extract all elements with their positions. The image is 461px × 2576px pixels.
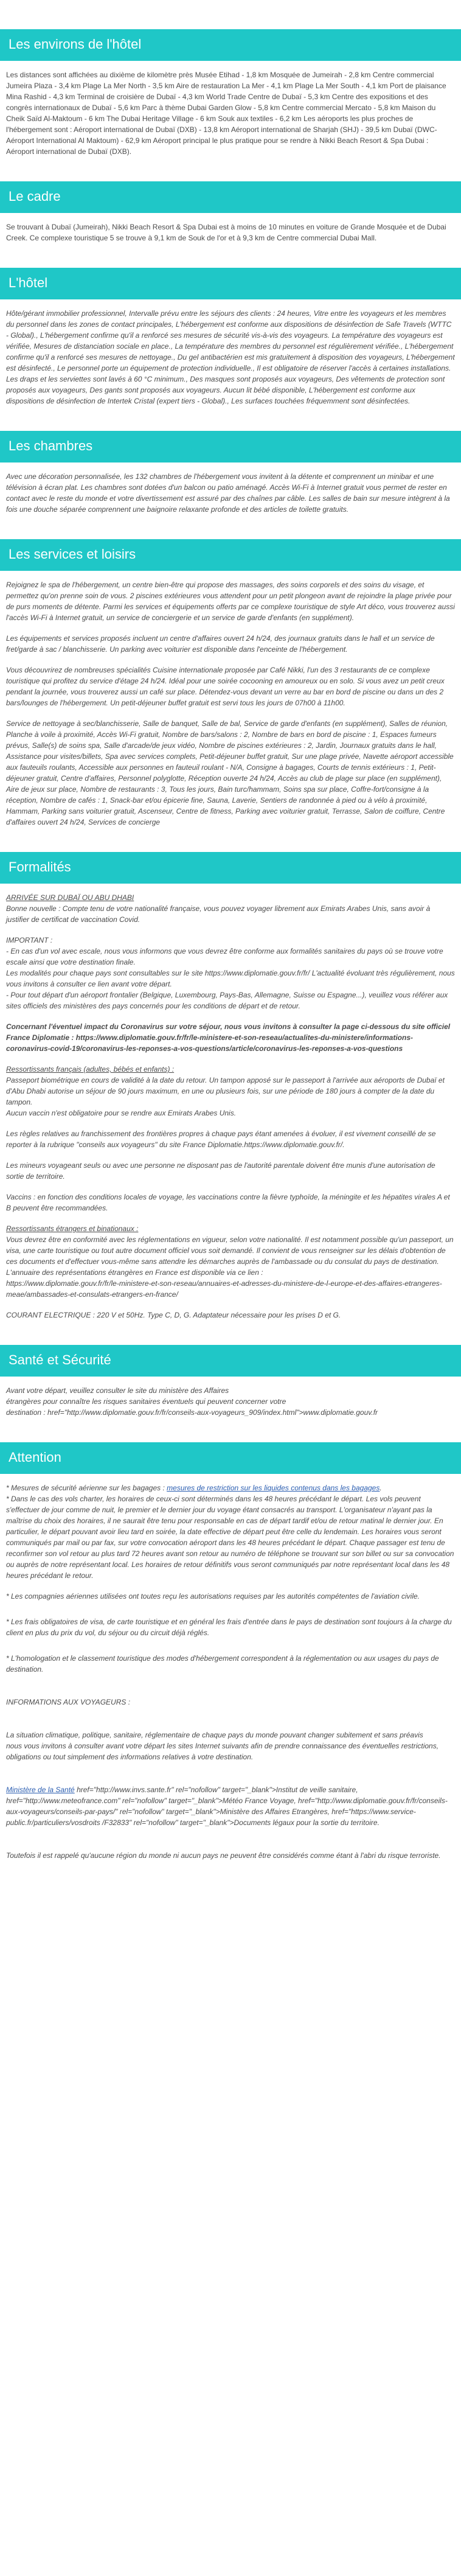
section-environs (0, 29, 461, 157)
health-ministry-link[interactable]: Ministère de la Santé (6, 1785, 75, 1794)
paragraph: Vous devrez être en conformité avec les réglementations en vigueur, selon votre nationalité. Il est notamment possible qu'un passeport, un visa, une carte touristique ou tout autre document officiel vous soit demandé. Il convient de vous renseigner sur les délais d'obtention de ces documents et d'effectuer vous-même sans attendre les démarches auprès de l'ambassade ou du consulat du pays de destination. (6, 1235, 454, 1266)
paragraph: Les distances sont affichées au dixième de kilomètre près Musée Etihad - 1,8 km Mosquée de Jumeirah - 2,8 km Centre commercial Jumeira Plaza - 3,4 km Plage La Mer North - 3,5 km Aire de restauration La Mer - 4,1 km Plage La Mer South - 4,1 km Port de plaisance Mina Rashid - 4,3 km Terminal de croisière de Dubaï - 4,3 km World Trade Centre de Dubaï - 5,3 km Centre des expositions et des congrès internationaux de Dubaï - 5,6 km Parc à thème Dubai Garden Glow - 5,8 km Centre commercial Mercato - 5,8 km Maison du Cheik Saïd Al-Maktoum - 6 km The Dubai Heritage Village - 6 km Souk aux textiles - 6,2 km Les aéroports les plus proches de l'hébergement sont : Aéroport international de Dubaï (DXB) - 13,8 km Aéroport international de Sharjah (SHJ) - 39,5 km Dubaï (DWC-Aéroport International Al Maktoum) - 62,9 km Aéroport principal le plus pratique pour se rendre à Nikki Beach Resort & Spa Dubai : Aéroport international de Dubaï (DXB). (6, 71, 446, 156)
paragraph: COURANT ELECTRIQUE : 220 V et 50Hz. Type C, D, G. Adaptateur nécessaire pour les prises D et G. (6, 1311, 341, 1319)
section-sante (0, 1345, 461, 1418)
paragraph-text: * Mesures de sécurité aérienne sur les bagages : (6, 1484, 167, 1492)
paragraph: - En cas d'un vol avec escale, nous vous informons que vous devrez être conforme aux formalités sanitaires du pays où se trouve votre escale ainsi que votre destination finale. (6, 947, 443, 966)
section-cadre (0, 181, 461, 243)
paragraph: * Dans le cas des vols charter, les horaires de ceux-ci sont déterminés dans les 48 heures précédant le départ. Les vols peuvent s'effectuer de jour comme de nuit, le premier et le dernier jour du voyage étant consacrés au transport. L'organisateur n'ayant pas la maîtrise du choix des horaires, il ne saurait être tenu pour responsable en cas de départ tardif et/ou de retour matinal le dernier jour. En particulier, le départ pouvant avoir lieu tard en soirée, la date effective de départ peut être celle du lendemain. Les horaires vous seront communiqués par mail ou par fax, sur votre convocation aéroport dans les 48 heures précédant le départ. Chaque passager est tenu de reconfirmer son vol retour au plus tard 72 heures avant son retour au numéro de téléphone se trouvant sur son billet ou sur sa convocation ou auprès de notre représentant local. Les horaires de retour définitifs vous seront communiqués par notre représentant local dans les 48 heures précédant le retour. (6, 1495, 454, 1580)
paragraph: Rejoignez le spa de l'hébergement, un centre bien-être qui propose des massages, des soins corporels et des soins du visage, et permettez qu'on prenne soin de vous. 2 piscines extérieures vous attendent pour un petit plongeon avant de rejoindre la plage privée pour de purs moments de détente. Parmi les services et équipements offerts par ce complexe touristique de style Art déco, vous trouverez aussi l'accès Wi-Fi à Internet gratuit, un service de conciergerie et un service de garde d'enfants (en supplément). (6, 581, 455, 622)
paragraph: Service de nettoyage à sec/blanchisserie, Salle de banquet, Salle de bal, Service de garde d'enfants (en supplément), Salles de réunion, Planche à voile à proximité, Accès Wi-Fi gratuit, Nombre de bars/salons : 2, Nombre de bars en bord de piscine : 1, Espaces fumeurs prévus, Salle(s) de soins spa, Salle d'arcade/de jeux vidéo, Nombre de piscines extérieures : 2, Jardin, Journaux gratuits dans le hall, Assistance pour visites/billets, Spa avec services complets, Petit-déjeuner buffet gratuit, Sur une plage privée, Navette aéroport accessible aux fauteuils roulants, Accessible aux personnes en fauteuil roulant - N/A, Consigne à bagages, Courts de tennis extérieurs : 1, Petit-déjeuner gratuit, Centre d'affaires, Personnel polyglotte, Réception ouverte 24 h/24, Accès au club de plage sur place (en supplément), Aire de jeux sur place, Nombre de restaurants : 3, Tous les jours, Bain turc/hammam, Soins spa sur place, Coffre-fort/consigne à la réception, Nombre de cafés : 1, Snack-bar et/ou épicerie fine, Sauna, Laverie, Sentiers de randonnée à pied ou à vélo à proximité, Hammam, Parking sans voiturier gratuit, Ascenseur, Centre de fitness, Parking avec voiturier gratuit, Terrasse, Salon de coiffure, Centre d'affaires ouvert 24 h/24, Services de concierge (6, 719, 454, 826)
paragraph: Aucun vaccin n'est obligatoire pour se rendre aux Emirats Arabes Unis. (6, 1109, 237, 1117)
paragraph: Bonne nouvelle : Compte tenu de votre nationalité française, vous pouvez voyager librement aux Emirats Arabes Unis, sans avoir à justifier de certificat de vaccination Covid. (6, 904, 431, 924)
section-title: Les chambres (0, 431, 461, 462)
paragraph: nous vous invitons à consulter avant votre départ les sites Internet suivants afin de prendre connaissance des éventuelles restrictions, obligations ou tout simplement des informations relatives à votre destination. (6, 1742, 439, 1761)
section-hotel (0, 268, 461, 407)
section-title: Formalités (0, 852, 461, 884)
paragraph: Les mineurs voyageant seuls ou avec une personne ne disposant pas de l'autorité parentale doivent être munis d'une autorisation de sortie de territoire. (6, 1161, 435, 1181)
paragraph: Les règles relatives au franchissement des frontières propres à chaque pays étant amenées à évoluer, il est vivement conseillé de se reporter à la rubrique "conseils aux voyageurs" du site France Diplomatie.https://www.diplomatie.gouv.fr/. (6, 1129, 436, 1149)
section-attention (0, 1442, 461, 1861)
paragraph: La situation climatique, politique, sanitaire, réglementaire de chaque pays du monde pouvant changer subitement et sans préavis (6, 1731, 423, 1739)
section-chambres (0, 431, 461, 515)
section-title: Santé et Sécurité (0, 1345, 461, 1377)
paragraph: * L'homologation et le classement touristique des modes d'hébergement correspondent à la réglementation ou aux usages du pays de destination. (6, 1654, 439, 1674)
paragraph: destination : href="http://www.diplomatie.gouv.fr/fr/conseils-aux-voyageurs_909/index.html">www.diplomatie.gouv.fr (6, 1408, 378, 1417)
section-title: Le cadre (0, 181, 461, 213)
paragraph: Les équipements et services proposés incluent un centre d'affaires ouvert 24 h/24, des journaux gratuits dans le hall et un service de fret/garde à sac / blanchisserie. Un parking avec voiturier est disponible dans l'enceinte de l'hébergement. (6, 634, 435, 654)
paragraph: - Pour tout départ d'un aéroport frontalier (Belgique, Luxembourg, Pays-Bas, Allemagne, Suisse ou Espagne...), veuillez vous référer aux sites officiels des ministères des pays concernés pour les conditions de départ et de retour. (6, 991, 448, 1010)
paragraph-text: href="http://www.invs.sante.fr" rel="nofollow" target="_blank">Institut de veille sanitaire, href="http://www.meteofrance.com" rel="nofollow" target="_blank">Météo France Voyage, href="http://www.diplomatie.gouv.fr/fr/conseils-aux-voyageurs/conseils-par-pays/" rel="nofollow" target="_blank">Ministère des Affaires Etrangères, href="https://www.service-public.fr/particuliers/vosdroits /F32833" rel="nofollow" target="_blank">Documents légaux pour la sortie du territoire. (6, 1785, 448, 1827)
paragraph: Vaccins : en fonction des conditions locales de voyage, les vaccinations contre la fièvre typhoïde, la méningite et les hépatites virales A et B peuvent être recommandées. (6, 1193, 450, 1212)
paragraph: Les modalités pour chaque pays sont consultables sur le site https://www.diplomatie.gouv.fr/fr/ L'actualité évoluant très régulièrement, nous vous invitons à consulter ce lien avant votre départ. (6, 969, 455, 988)
paragraph: L'annuaire des représentations étrangères en France est disponible via ce lien : (6, 1268, 263, 1277)
section-title: Attention (0, 1442, 461, 1474)
subheading: Ressortissants étrangers et binationaux : (6, 1224, 139, 1233)
paragraph: * Les frais obligatoires de visa, de carte touristique et en général les frais d'entrée dans le pays de destination sont toujours à la charge du client en plus du prix du vol, du séjour ou du circuit déjà réglés. (6, 1618, 452, 1637)
paragraph: https://www.diplomatie.gouv.fr/fr/le-ministere-et-son-reseau/annuaires-et-adresses-du-ministere-de-l-europe-et-des-affaires-etrangeres-meae/ambassades-et-consulats-etrangers-en-france/ (6, 1279, 442, 1299)
section-title: Les services et loisirs (0, 539, 461, 571)
paragraph-text: . (380, 1484, 382, 1492)
paragraph: étrangères pour connaître les risques sanitaires éventuels qui peuvent concerner votre (6, 1397, 286, 1406)
page (0, 29, 461, 1861)
paragraph: Se trouvant à Dubaï (Jumeirah), Nikki Beach Resort & Spa Dubai est à moins de 10 minutes en voiture de Grande Mosquée et de Dubai Creek. Ce complexe touristique 5 se trouve à 9,1 km de Souk de l'or et à 9,3 km de Centre commercial Dubai Mall. (6, 223, 446, 242)
subheading: Ressortissants français (adultes, bébés et enfants) : (6, 1065, 175, 1073)
section-title: L'hôtel (0, 268, 461, 299)
paragraph: Avant votre départ, veuillez consulter le site du ministère des Affaires (6, 1386, 229, 1395)
section-services (0, 539, 461, 828)
paragraph: IMPORTANT : (6, 936, 53, 944)
liquids-restriction-link[interactable]: mesures de restriction sur les liquides contenus dans les bagages (167, 1484, 380, 1492)
paragraph: Vous découvrirez de nombreuses spécialités Cuisine internationale proposée par Café Nikki, l'un des 3 restaurants de ce complexe touristique qui profitez du service d'étage 24 h/24. Idéal pour une soirée cocooning en amoureux ou en solo. Si vous avez un petit creux pendant la journée, vous trouverez aussi un café sur place. Détendez-vous devant un verre au bar en bord de piscine ou dans un des 2 bars/lounges de l'hébergement. Un petit-déjeuner buffet gratuit est servi tous les jours de 07h00 à 11h00. (6, 666, 445, 707)
paragraph: Avec une décoration personnalisée, les 132 chambres de l'hébergement vous invitent à la détente et comprennent un minibar et une télévision à écran plat. Les chambres sont dotées d'un balcon ou patio aménagé. Accès Wi-Fi à Internet gratuit vous permet de rester en contact avec le reste du monde et votre divertissement est assuré par des chaînes par câble. Les salles de bain sur mesure intègrent à la fois une douche séparée comprennent une baignoire relaxante profonde et des articles de toilette gratuits. (6, 472, 450, 514)
paragraph: INFORMATIONS AUX VOYAGEURS : (6, 1698, 131, 1706)
subheading: ARRIVÉE SUR DUBAÏ OU ABU DHABI (6, 893, 134, 902)
paragraph: Hôte/gérant immobilier professionnel, Intervalle prévu entre les séjours des clients : 24 heures, Vitre entre les voyageurs et les membres du personnel dans les zones de contact principales, L'hébergement est conforme aux dispositions de désinfection de Safe Travels (WTTC - Global)., L'hébergement confirme qu'il a renforcé ses mesures de sécurité vis-à-vis des voyageurs. La température des voyageurs est vérifiée, Mesures de distanciation sociale en place., La température des membres du personnel est régulièrement vérifiée., L'hébergement confirme qu'il a renforcé ses mesures de nettoyage., Du gel antibactérien est mis gratuitement à disposition des voyageurs, L'hébergement est désinfecté., Le personnel porte un équipement de protection individuelle., Il est obligatoire de réserver l'accès à certaines installations. Les draps et les serviettes sont lavés à 60 °C minimum., Des masques sont proposés aux voyageurs, Des vêtements de protection sont proposés aux voyageurs, Des gants sont proposés aux voyageurs. Aucun lit bébé disponible, L'hébergement est conforme aux dispositions de désinfection de Intertek Cristal (expert tiers - Global)., Les surfaces touchées fréquemment sont désinfectées. (6, 309, 455, 405)
paragraph: Concernant l'éventuel impact du Coronavirus sur votre séjour, nous vous invitons à consulter la page ci-dessous du site officiel France Diplomatie : https://www.diplomatie.gouv.fr/fr/le-ministere-et-son-reseau/actualites-du-ministere/informations-coronavirus-covid-19/coronavirus-les-reponses-a-vos-questions/article/coronavirus-les-reponses-a-vos-questions (6, 1022, 451, 1053)
paragraph: * Les compagnies aériennes utilisées ont toutes reçu les autorisations requises par les autorités compétentes de l'aviation civile. (6, 1592, 420, 1600)
section-title: Les environs de l'hôtel (0, 29, 461, 61)
section-formalites (0, 852, 461, 1321)
paragraph: Passeport biométrique en cours de validité à la date du retour. Un tampon apposé sur le passeport à l'arrivée aux aéroports de Dubaï et d'Abu Dhabi autorise un séjour de 90 jours maximum, en une ou plusieurs fois, sur une période de 180 jours à compter de la date du tampon. (6, 1076, 445, 1106)
paragraph: Toutefois il est rappelé qu'aucune région du monde ni aucun pays ne peuvent être considérés comme étant à l'abri du risque terroriste. (6, 1851, 441, 1860)
